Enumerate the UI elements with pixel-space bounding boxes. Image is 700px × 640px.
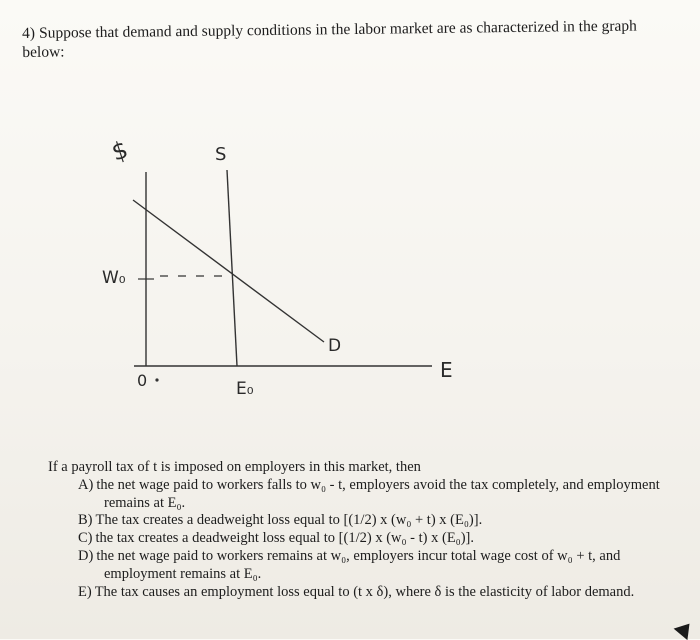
option-c-letter: C) — [78, 530, 93, 547]
option-e-text: The tax causes an employment loss equal to (t x δ), where δ is the elasticity of labor demand. — [94, 583, 635, 600]
dollar-label: $ — [108, 135, 132, 167]
option-c-text: the tax creates a deadweight loss equal to [(1/2) x (w₀ - t) x (E₀)]. — [95, 530, 475, 547]
option-c — [64, 530, 688, 548]
employment-label: E₀ — [236, 379, 254, 399]
origin-label: 0 — [137, 371, 148, 390]
option-b — [64, 512, 688, 530]
question-number: 4) — [22, 24, 36, 42]
question-body: Suppose that demand and supply conditions in the labor market are as characterized in the graph below: — [22, 17, 637, 61]
answer-block — [48, 459, 688, 601]
prompt-text: If a payroll tax of t is imposed on employers in this market, then — [48, 459, 421, 475]
option-e-letter: E) — [78, 583, 92, 600]
x-axis-label: E — [440, 358, 453, 382]
option-b-text: The tax creates a deadweight loss equal to [(1/2) x (w₀ + t) x (E₀)]. — [95, 512, 483, 529]
wage-label: W₀ — [102, 268, 126, 288]
option-b-letter: B) — [78, 512, 93, 529]
option-d — [64, 548, 688, 584]
option-d-text: the net wage paid to workers remains at w₀, employers incur total wage cost of w₀ + t, and employment remains at E₀. — [96, 547, 621, 582]
option-e — [64, 584, 688, 602]
option-d-letter: D) — [78, 547, 94, 564]
option-a-text: the net wage paid to workers falls to w₀ - t, employers avoid the tax completely, and employment remains at E₀. — [96, 476, 660, 511]
origin-dot — [155, 378, 158, 381]
demand-label: D — [328, 336, 342, 356]
option-a-letter: A) — [78, 476, 94, 493]
demand-curve — [133, 200, 324, 342]
supply-curve — [227, 170, 237, 366]
supply-label: S — [215, 144, 227, 165]
option-a — [64, 477, 688, 513]
